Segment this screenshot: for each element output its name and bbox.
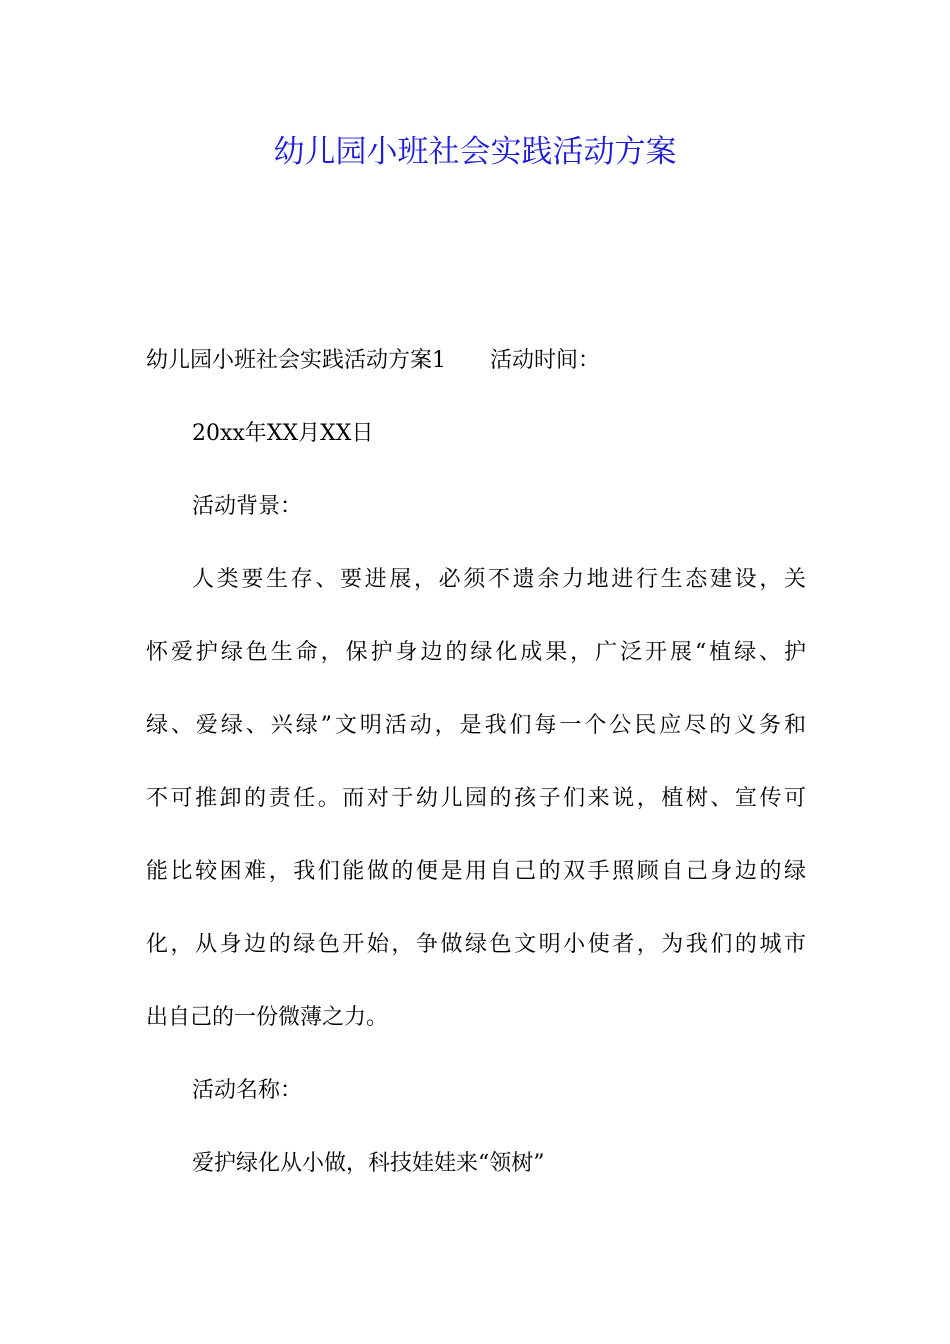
- section-heading-line: [146, 324, 806, 397]
- name-label: 活动名称：: [192, 1078, 303, 1103]
- document-body: [146, 324, 806, 1200]
- background-line: 化，从身边的绿色开始，争做绿色文明小使者，为我们的城市: [146, 932, 806, 957]
- background-line: 出自己的一份微薄之力。: [146, 1005, 389, 1030]
- background-line: 能比较困难，我们能做的便是用自己的双手照顾自己身边的绿: [146, 859, 806, 884]
- background-line: 绿、爱绿、兴绿”文明活动，是我们每一个公民应尽的义务和: [146, 713, 806, 738]
- section-title: 幼儿园小班社会实践活动方案1: [146, 348, 446, 373]
- document-title: 幼儿园小班社会实践活动方案: [273, 134, 677, 170]
- background-line: 怀爱护绿色生命，保护身边的绿化成果，广泛开展“植绿、护: [146, 640, 806, 665]
- background-line: 不可推卸的责任。而对于幼儿园的孩子们来说，植树、宣传可: [146, 786, 806, 811]
- time-label: 活动时间：: [490, 348, 601, 373]
- background-line: 人类要生存、要进展，必须不遗余力地进行生态建设，关: [192, 567, 806, 592]
- background-label: 活动背景：: [192, 494, 303, 519]
- activity-date: 20xx年XX月XX日: [192, 421, 374, 446]
- name-value: 爱护绿化从小做，科技娃娃来“领树”: [192, 1151, 545, 1176]
